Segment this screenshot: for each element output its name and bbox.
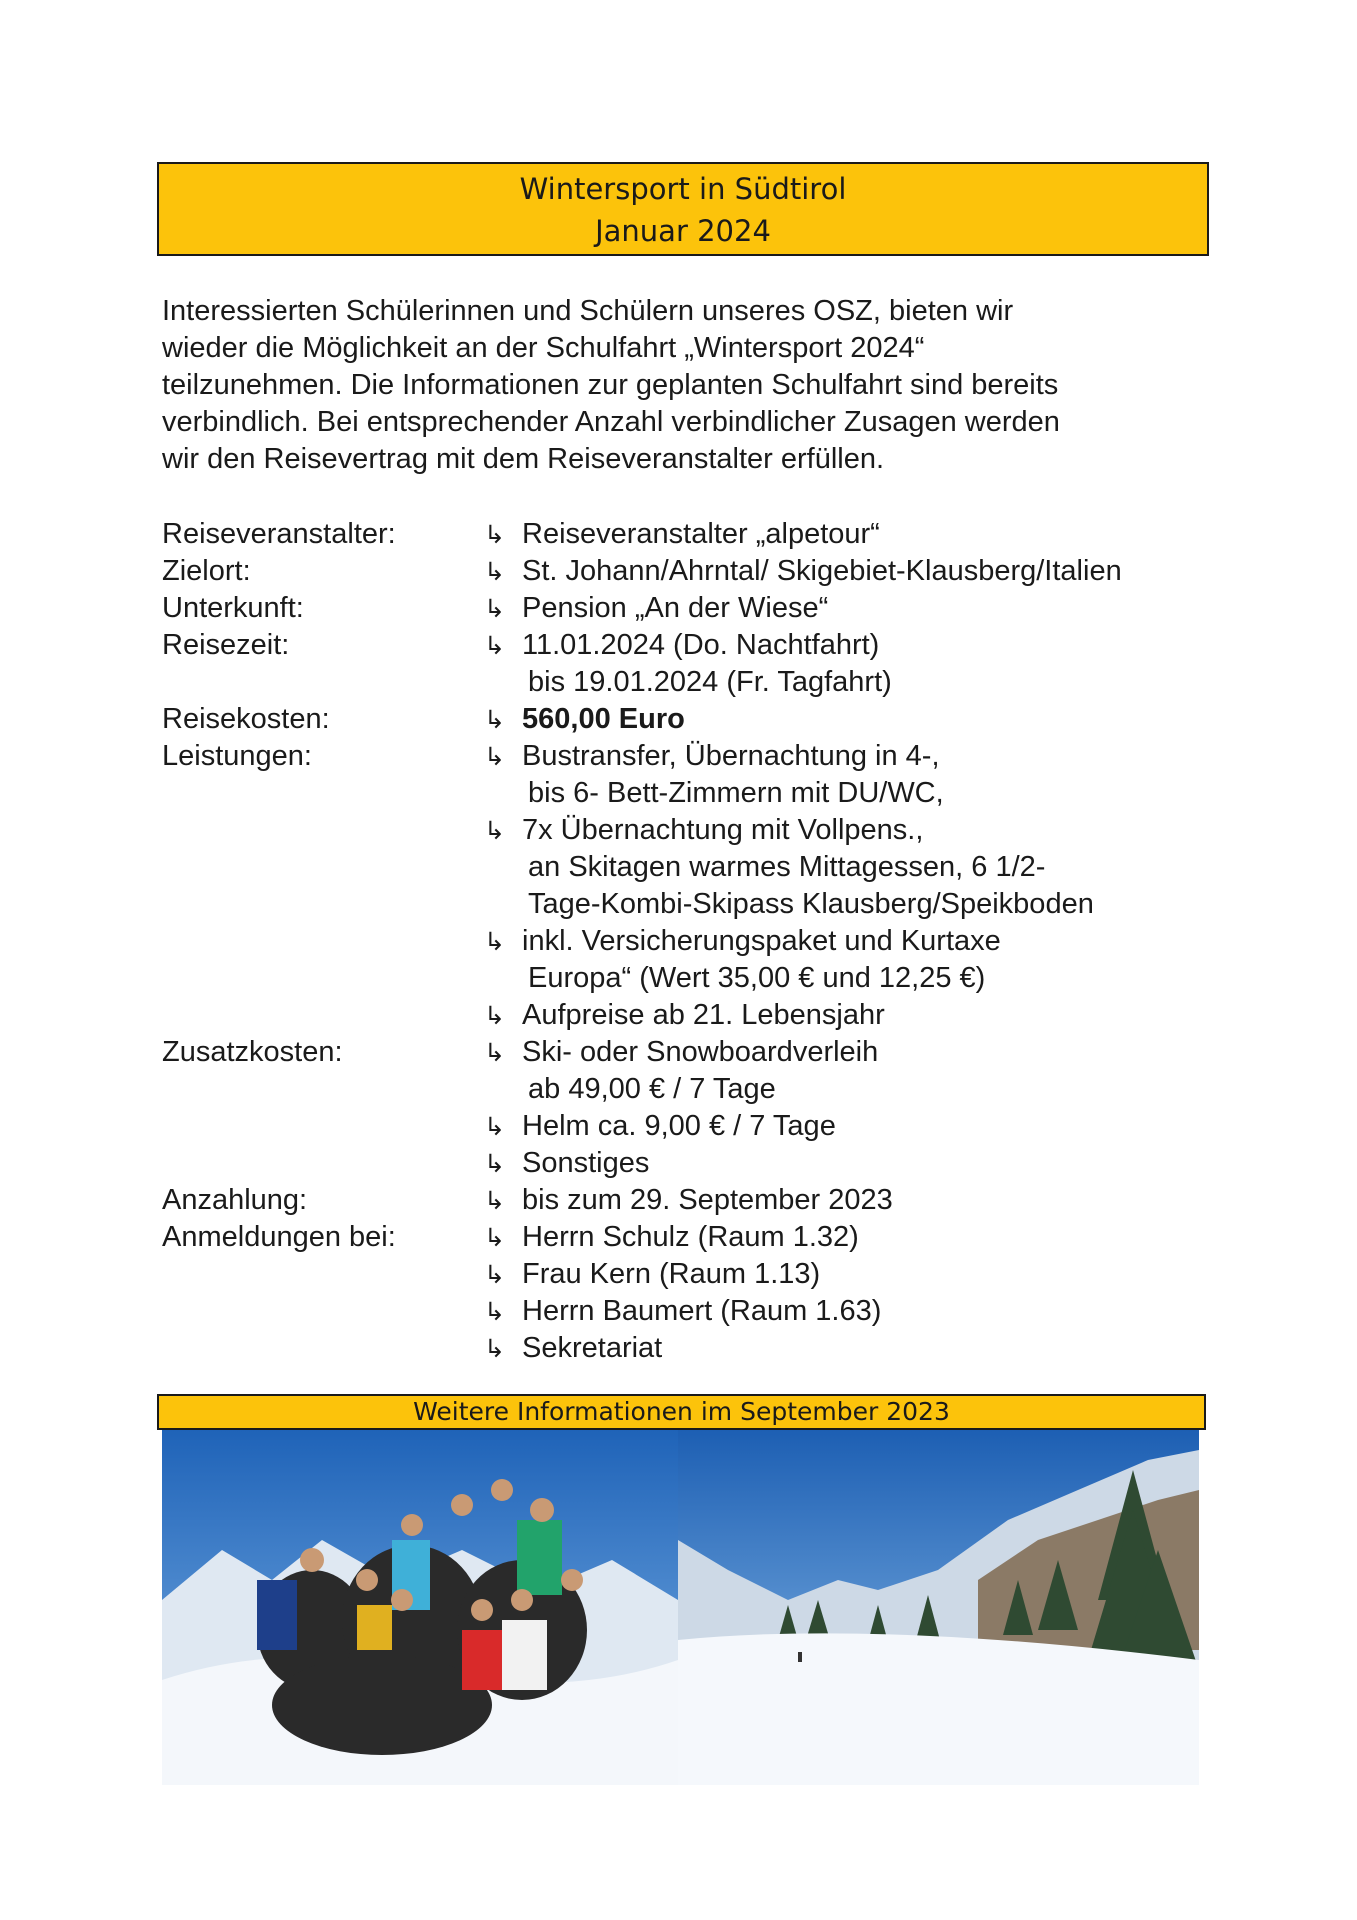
arrow-icon: ↳ (484, 1001, 505, 1030)
intro-line: verbindlich. Bei entsprechender Anzahl verbindlicher Zusagen werden (162, 406, 1060, 438)
price-value: 560,00 Euro (522, 703, 685, 735)
detail-label: Zusatzkosten: (162, 1036, 343, 1068)
detail-value: bis zum 29. September 2023 (522, 1184, 893, 1216)
arrow-icon: ↳ (484, 594, 505, 623)
detail-row-unterkunft (162, 590, 1212, 627)
arrow-icon: ↳ (484, 557, 505, 586)
intro-paragraph (162, 293, 1202, 478)
detail-value-continued: bis 6- Bett-Zimmern mit DU/WC, (528, 777, 944, 809)
detail-row-zielort (162, 553, 1212, 590)
trip-details (162, 516, 1212, 1367)
detail-label: Reisezeit: (162, 629, 290, 661)
detail-row-kosten (162, 701, 1212, 738)
arrow-icon: ↳ (484, 1260, 505, 1289)
detail-value-continued: Tage-Kombi-Skipass Klausberg/Speikboden (528, 888, 1094, 920)
detail-value-continued: ab 49,00 € / 7 Tage (528, 1073, 776, 1105)
arrow-icon: ↳ (484, 705, 505, 734)
detail-label: Zielort: (162, 555, 251, 587)
arrow-icon: ↳ (484, 1334, 505, 1363)
detail-value: St. Johann/Ahrntal/ Skigebiet-Klausberg/Italien (522, 555, 1122, 587)
intro-line: Interessierten Schülerinnen und Schülern unseres OSZ, bieten wir (162, 295, 1014, 327)
detail-row-leistungen (162, 738, 1212, 1034)
detail-value: Aufpreise ab 21. Lebensjahr (522, 999, 885, 1031)
detail-value-continued: bis 19.01.2024 (Fr. Tagfahrt) (528, 666, 892, 698)
detail-label: Reiseveranstalter: (162, 518, 396, 550)
detail-row-veranstalter (162, 516, 1212, 553)
arrow-icon: ↳ (484, 1038, 505, 1067)
group-photo (162, 1430, 678, 1785)
title-line-2: Januar 2024 (595, 214, 771, 248)
arrow-icon: ↳ (484, 1186, 505, 1215)
detail-value-continued: an Skitagen warmes Mittagessen, 6 1/2- (528, 851, 1046, 883)
detail-value: Herrn Schulz (Raum 1.32) (522, 1221, 859, 1253)
detail-label: Reisekosten: (162, 703, 330, 735)
intro-line: teilzunehmen. Die Informationen zur geplanten Schulfahrt sind bereits (162, 369, 1059, 401)
arrow-icon: ↳ (484, 631, 505, 660)
detail-value: Pension „An der Wiese“ (522, 592, 829, 624)
title-line-1: Wintersport in Südtirol (519, 172, 847, 206)
arrow-icon: ↳ (484, 1112, 505, 1141)
detail-value: Frau Kern (Raum 1.13) (522, 1258, 821, 1290)
detail-label: Anzahlung: (162, 1184, 308, 1216)
detail-row-zusatzkosten (162, 1034, 1212, 1182)
detail-value: Helm ca. 9,00 € / 7 Tage (522, 1110, 836, 1142)
detail-value: Ski- oder Snowboardverleih (522, 1036, 879, 1068)
detail-row-anmeldungen (162, 1219, 1212, 1367)
detail-value: inkl. Versicherungspaket und Kurtaxe (522, 925, 1001, 957)
landscape-photo (678, 1430, 1199, 1785)
detail-value-continued: Europa“ (Wert 35,00 € und 12,25 €) (528, 962, 986, 994)
arrow-icon: ↳ (484, 742, 505, 771)
detail-value: Bustransfer, Übernachtung in 4-, (522, 740, 940, 772)
arrow-icon: ↳ (484, 520, 505, 549)
detail-label: Unterkunft: (162, 592, 304, 624)
arrow-icon: ↳ (484, 1223, 505, 1252)
arrow-icon: ↳ (484, 816, 505, 845)
detail-value: Sonstiges (522, 1147, 650, 1179)
detail-label: Leistungen: (162, 740, 312, 772)
detail-value: Herrn Baumert (Raum 1.63) (522, 1295, 882, 1327)
intro-line: wieder die Möglichkeit an der Schulfahrt „Wintersport 2024“ (162, 332, 925, 364)
detail-label: Anmeldungen bei: (162, 1221, 396, 1253)
arrow-icon: ↳ (484, 1297, 505, 1326)
arrow-icon: ↳ (484, 927, 505, 956)
detail-value: 11.01.2024 (Do. Nachtfahrt) (522, 629, 880, 661)
detail-value: 7x Übernachtung mit Vollpens., (522, 814, 924, 846)
detail-row-reisezeit (162, 627, 1212, 701)
detail-value: Reiseveranstalter „alpetour“ (522, 518, 880, 550)
intro-line: wir den Reisevertrag mit dem Reiseveranstalter erfüllen. (162, 443, 885, 475)
title-box (157, 162, 1209, 256)
info-banner: Weitere Informationen im September 2023 (157, 1394, 1206, 1430)
detail-row-anzahlung (162, 1182, 1212, 1219)
detail-value: Sekretariat (522, 1332, 663, 1364)
arrow-icon: ↳ (484, 1149, 505, 1178)
